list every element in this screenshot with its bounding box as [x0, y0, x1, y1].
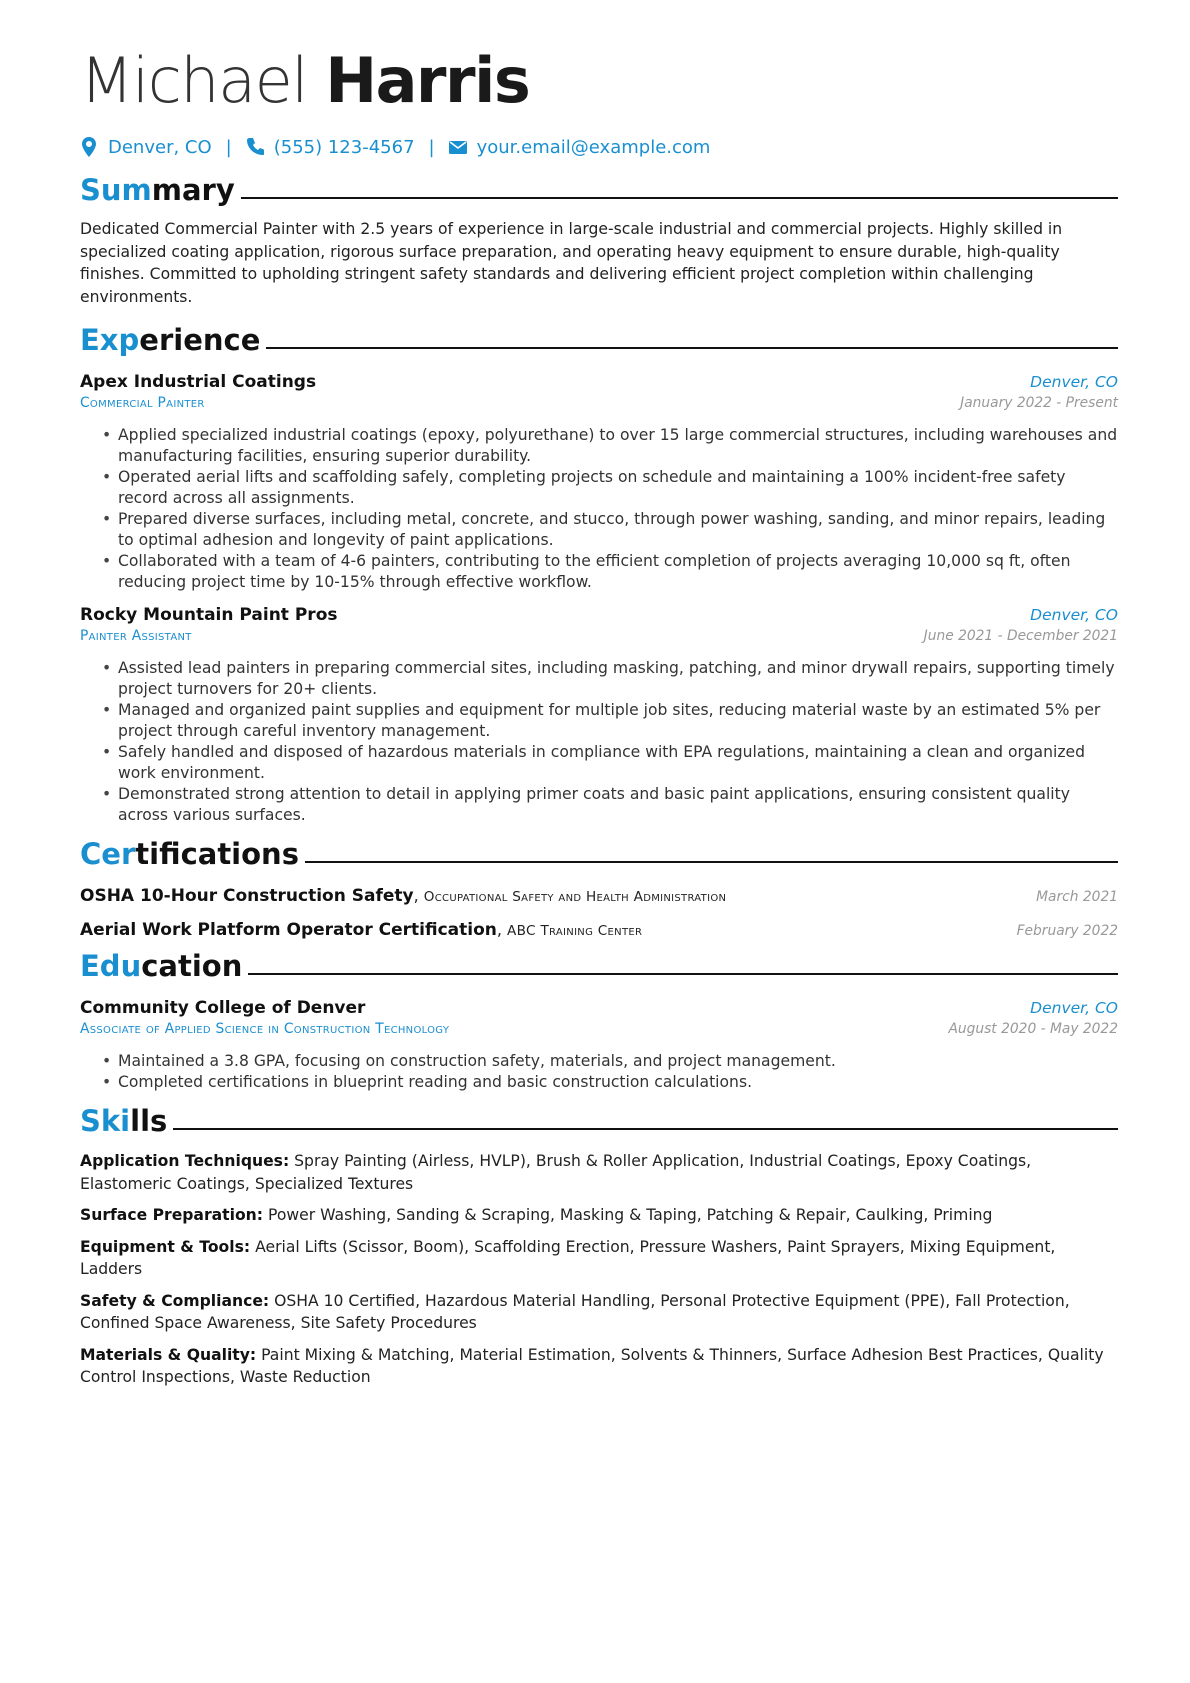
skills-heading: Skills [80, 1101, 1118, 1141]
experience-heading: Experience [80, 320, 1118, 360]
education-heading: Education [80, 946, 1118, 986]
list-item: • Applied specialized industrial coatings (epoxy, polyurethane) to over 15 large commercial structures, including warehouses and manufacturing facilities, ensuring superior durability. [102, 425, 1118, 467]
skill-group [80, 1344, 1118, 1389]
job-location: Denver, CO [1030, 606, 1118, 624]
school-location: Denver, CO [1030, 999, 1118, 1017]
job-title: Commercial Painter [80, 395, 205, 411]
section-divider [241, 197, 1118, 199]
envelope-icon [449, 137, 467, 157]
skill-values: Aerial Lifts (Scissor, Boom), Scaffolding Erection, Pressure Washers, Paint Sprayers, Mixing Equipment, Ladders [80, 1237, 1056, 1278]
list-item: • Safely handled and disposed of hazardous materials in compliance with EPA regulations, maintaining a clean and organized work environment. [102, 742, 1118, 784]
education-dates: August 2020 - May 2022 [948, 1021, 1118, 1037]
certification-date: March 2021 [1036, 889, 1118, 905]
certification-item: Aerial Work Platform Operator Certification, ABC Training Center February 2022 [80, 920, 1118, 940]
certification-issuer: Occupational Safety and Health Administration [423, 889, 727, 905]
skill-group [80, 1204, 1118, 1227]
skill-group [80, 1150, 1118, 1195]
skill-label: Application Techniques: [80, 1152, 290, 1170]
last-name: Harris [325, 44, 530, 117]
certifications-heading: Certifications [80, 834, 1118, 874]
list-item: • Demonstrated strong attention to detail in applying primer coats and basic paint applications, ensuring consistent quality across various surfaces. [102, 784, 1118, 826]
list-item: • Completed certifications in blueprint reading and basic construction calculations. [102, 1072, 1118, 1093]
map-marker-icon [80, 137, 98, 157]
school-name: Community College of Denver [80, 998, 366, 1018]
job-bullets [80, 658, 1118, 826]
job-dates: June 2021 - December 2021 [923, 628, 1118, 644]
list-item: • Collaborated with a team of 4-6 painters, contributing to the efficient completion of projects averaging 10,000 sq ft, often reducing project time by 10-15% through effective workflow. [102, 551, 1118, 593]
summary-text: Dedicated Commercial Painter with 2.5 years of experience in large-scale industrial and commercial projects. Highly skilled in specialized coating application, rigorous surface preparation, and operating heavy equipment to ensure durable, high-quality finishes. Committed to upholding stringent safety standards and delivering efficient project completion within challenging environments. [80, 220, 1063, 306]
job-bullets [80, 425, 1118, 593]
education-bullets [80, 1051, 1118, 1093]
skill-group [80, 1236, 1118, 1281]
job-company: Rocky Mountain Paint Pros [80, 605, 338, 625]
section-divider [305, 861, 1118, 863]
certification-item: OSHA 10-Hour Construction Safety, Occupational Safety and Health Administration March 2021 [80, 886, 1118, 906]
certification-name: Aerial Work Platform Operator Certification [80, 920, 497, 940]
skill-label: Safety & Compliance: [80, 1291, 270, 1310]
job-title: Painter Assistant [80, 628, 192, 644]
contact-separator: | [225, 136, 232, 158]
summary-heading: Summary [80, 170, 1118, 210]
job-entry [80, 372, 1118, 593]
skill-values: OSHA 10 Certified, Hazardous Material Handling, Personal Protective Equipment (PPE), Fall Protection, Confined Space Awareness, Site Safety Procedures [80, 1291, 1070, 1332]
job-entry [80, 605, 1118, 826]
degree: Associate of Applied Science in Construction Technology [80, 1021, 450, 1037]
section-divider [173, 1128, 1118, 1130]
first-name: Michael [80, 44, 307, 117]
certification-issuer: ABC Training Center [507, 923, 643, 939]
skill-values: Spray Painting (Airless, HVLP), Brush & Roller Application, Industrial Coatings, Epoxy Coatings, Elastomeric Coatings, Specialized Textures [80, 1152, 1032, 1193]
phone-icon [246, 137, 264, 157]
skill-values: Paint Mixing & Matching, Material Estimation, Solvents & Thinners, Surface Adhesion Best Practices, Quality Control Inspections, Waste Reduction [80, 1345, 1104, 1386]
list-item: • Prepared diverse surfaces, including metal, concrete, and stucco, through power washing, sanding, and minor repairs, leading to optimal adhesion and longevity of paint applications. [102, 509, 1118, 551]
education-entry [80, 998, 1118, 1093]
job-company: Apex Industrial Coatings [80, 372, 317, 392]
skill-values: Power Washing, Sanding & Scraping, Masking & Taping, Patching & Repair, Caulking, Priming [268, 1206, 993, 1224]
skill-label: Equipment & Tools: [80, 1237, 251, 1256]
section-divider [248, 973, 1118, 975]
skill-group [80, 1290, 1118, 1335]
list-item: • Assisted lead painters in preparing commercial sites, including masking, patching, and minor drywall repairs, supporting timely project turnovers for 20+ clients. [102, 658, 1118, 700]
contact-separator: | [428, 136, 435, 158]
phone-link[interactable]: (555) 123-4567 [273, 136, 415, 158]
contact-bar [80, 134, 1118, 160]
list-item: • Managed and organized paint supplies and equipment for multiple job sites, reducing material waste by an estimated 5% per project through careful inventory management. [102, 700, 1118, 742]
list-item: • Maintained a 3.8 GPA, focusing on construction safety, materials, and project management. [102, 1051, 1118, 1072]
job-location: Denver, CO [1030, 373, 1118, 391]
list-item: • Operated aerial lifts and scaffolding safely, completing projects on schedule and maintaining a 100% incident-free safety record across all assignments. [102, 467, 1118, 509]
certification-date: February 2022 [1016, 923, 1118, 939]
skill-label: Materials & Quality: [80, 1345, 257, 1364]
email-link[interactable]: your.email@example.com [476, 136, 711, 158]
skill-label: Surface Preparation: [80, 1206, 264, 1224]
candidate-name [80, 44, 1118, 118]
section-divider [266, 347, 1118, 349]
job-dates: January 2022 - Present [960, 395, 1118, 411]
location-text: Denver, CO [108, 136, 212, 158]
resume-page [80, 0, 1118, 1389]
certification-name: OSHA 10-Hour Construction Safety [80, 886, 414, 906]
